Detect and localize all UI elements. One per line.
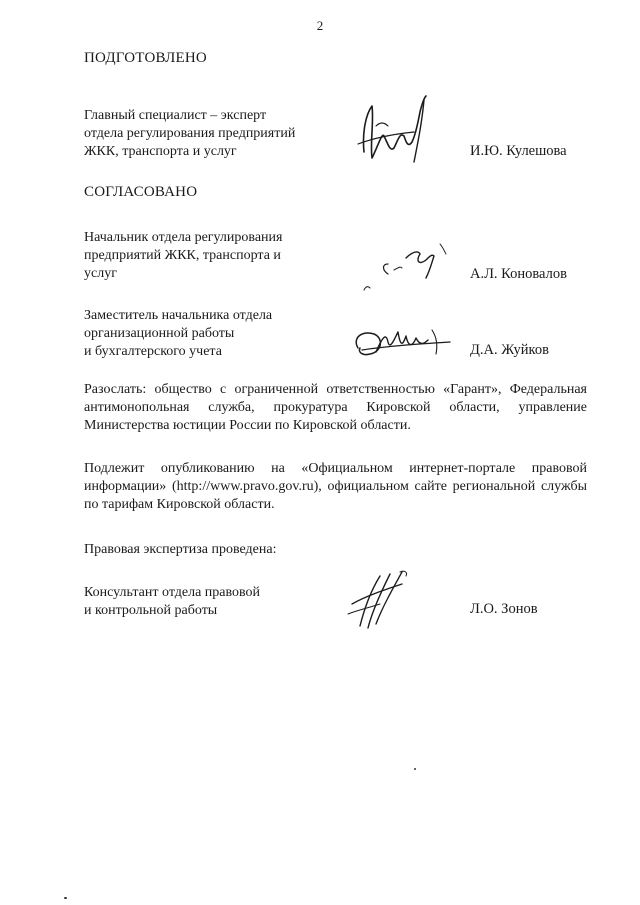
role-line: ЖКК, транспорта и услуг — [84, 144, 237, 159]
role-line: предприятий ЖКК, транспорта и — [84, 248, 281, 263]
role-line: Консультант отдела правовой — [84, 585, 261, 600]
role-line: Главный специалист – эксперт — [84, 108, 267, 123]
role-line: организационной работы — [84, 326, 235, 341]
role-line: и бухгалтерского учета — [84, 344, 222, 359]
legal-review-role — [84, 584, 260, 620]
legal-review-note: Правовая экспертиза проведена: — [84, 542, 277, 557]
approved-role-1 — [84, 229, 282, 283]
prepared-heading: ПОДГОТОВЛЕНО — [84, 50, 207, 66]
publication-paragraph: Подлежит опубликованию на «Официальном интернет-портале правовой информации» (http://www.pravo.gov.ru), официальном сайте региональной службы по тарифам Кировской области. — [84, 461, 587, 512]
role-line: и контрольной работы — [84, 603, 218, 618]
distribution-paragraph: Разослать: общество с ограниченной ответственностью «Гарант», Федеральная антимонопольная служба, прокуратура Кировской области, управление Министерства юстиции России по Кировской области. — [84, 382, 587, 433]
signature-zonov — [340, 566, 420, 632]
scan-speck — [414, 768, 416, 770]
approved-name-2: Д.А. Жуйков — [470, 342, 549, 358]
signature-kuleshova — [354, 92, 444, 172]
role-line: Начальник отдела регулирования — [84, 230, 283, 245]
legal-review-name: Л.О. Зонов — [470, 601, 538, 617]
role-line: услуг — [84, 266, 117, 281]
scan-speck — [64, 897, 67, 899]
role-line: отдела регулирования предприятий — [84, 126, 296, 141]
signature-konovalov — [360, 236, 460, 296]
prepared-role — [84, 107, 295, 161]
signature-zhuikov — [348, 318, 458, 368]
approved-role-2 — [84, 307, 272, 361]
prepared-name: И.Ю. Кулешова — [470, 143, 567, 159]
role-line: Заместитель начальника отдела — [84, 308, 273, 323]
page-number: 2 — [316, 18, 324, 33]
approved-heading: СОГЛАСОВАНО — [84, 184, 198, 200]
approved-name-1: А.Л. Коновалов — [470, 266, 567, 282]
